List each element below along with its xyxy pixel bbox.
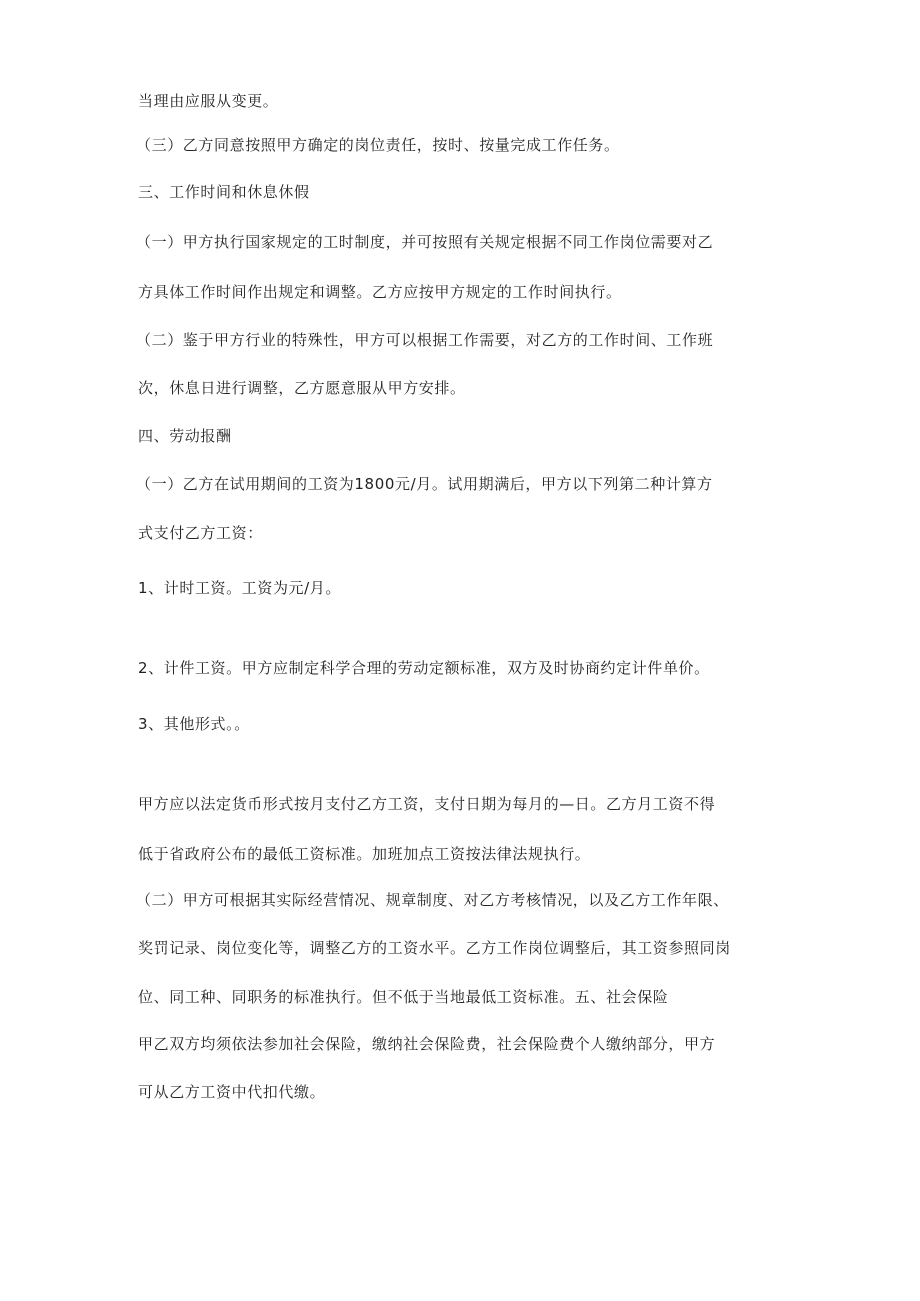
text-line: 甲乙双方均须依法参加社会保险，缴纳社会保险费，社会保险费个人缴纳部分，甲方 [138, 1035, 716, 1053]
section-heading: 四、劳动报酬 [138, 427, 232, 445]
text-line: 次，休息日进行调整，乙方愿意服从甲方安排。 [138, 379, 466, 397]
text-line: 奖罚记录、岗位变化等，调整乙方的工资水平。乙方工作岗位调整后，其工资参照同岗 [138, 939, 731, 957]
clause-paragraph: （一）乙方在试用期间的工资为1800元/月。试用期满后，甲方以下列第二种计算方 [136, 475, 713, 493]
text-line: 甲方应以法定货币形式按月支付乙方工资，支付日期为每月的—日。乙方月工资不得 [138, 795, 716, 813]
clause-paragraph: （一）甲方执行国家规定的工时制度，并可按照有关规定根据不同工作岗位需要对乙 [136, 233, 714, 251]
text-line: 可从乙方工资中代扣代缴。 [138, 1083, 326, 1101]
section-heading: 三、工作时间和休息休假 [138, 183, 310, 201]
list-item: 1、计时工资。工资为元/月。 [138, 579, 341, 597]
text-line: 方具体工作时间作出规定和调整。乙方应按甲方规定的工作时间执行。 [138, 283, 622, 301]
list-item: 3、其他形式。。 [138, 715, 250, 733]
clause-paragraph: （二）鉴于甲方行业的特殊性，甲方可以根据工作需要，对乙方的工作时间、工作班 [136, 331, 714, 349]
clause-paragraph: （三）乙方同意按照甲方确定的岗位责任，按时、按量完成工作任务。 [136, 136, 620, 154]
text-line: 位、同工种、同职务的标准执行。但不低于当地最低工资标准。五、社会保险 [138, 988, 669, 1006]
text-line: 低于省政府公布的最低工资标准。加班加点工资按法律法规执行。 [138, 845, 591, 863]
list-item: 2、计件工资。甲方应制定科学合理的劳动定额标准，双方及时协商约定计件单价。 [138, 659, 710, 677]
clause-paragraph: （二）甲方可根据其实际经营情况、规章制度、对乙方考核情况，以及乙方工作年限、 [136, 891, 729, 909]
text-line: 式支付乙方工资： [138, 524, 263, 542]
text-line: 当理由应服从变更。 [138, 92, 279, 110]
